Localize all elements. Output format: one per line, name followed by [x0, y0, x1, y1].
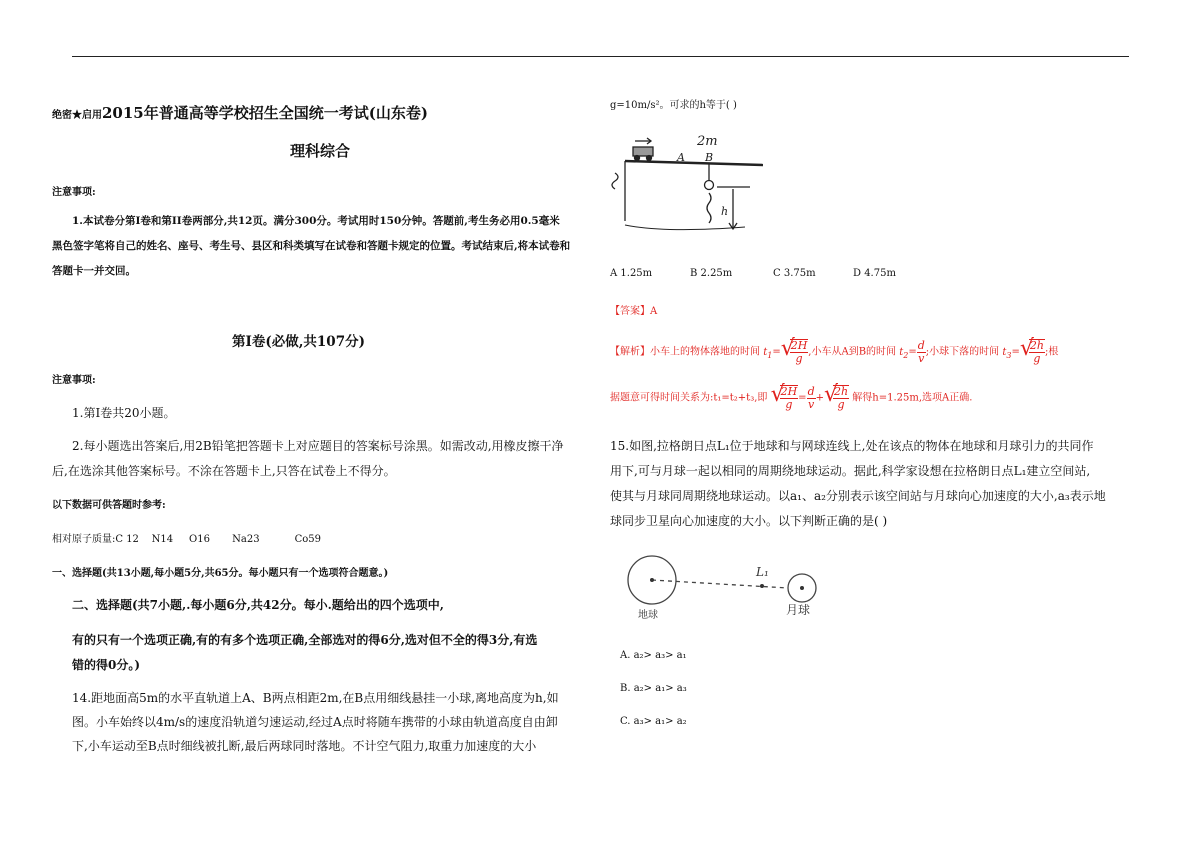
math-subscript: 2: [903, 350, 909, 360]
math-t: t: [899, 346, 904, 358]
l1-label: L₁: [756, 565, 769, 579]
exam-title-line: [52, 102, 428, 123]
frac-d-over-v: [917, 340, 926, 365]
frac-denominator: g: [795, 351, 803, 365]
moon-center: [800, 586, 804, 590]
cart-body: [633, 147, 653, 156]
section1-item-2-line2: 后,在选涂其他答案标号。不涂在答题卡上,只答在试卷上不得分。: [52, 464, 396, 478]
exam-title: 2015年普通高等学校招生全国统一考试(山东卷): [102, 104, 428, 122]
cart-wheel: [635, 156, 640, 161]
part2-heading-line1: 二、选择题(共7小题,.每小题6分,共42分。每小.题给出的四个选项中,: [72, 598, 444, 612]
sqrt-2h-over-g-small: √ $\frac{2h}{g}$: [1019, 336, 1044, 365]
part2-heading-line3: 错的得0分。): [72, 658, 141, 672]
ground: [625, 225, 745, 230]
notice-line-3: 答题卡一并交回。: [52, 265, 136, 277]
frac-numerator: 2H: [780, 384, 798, 398]
frac-numerator: 2H: [790, 338, 808, 352]
analysis-text-1: 小车上的物体落地的时间: [650, 346, 760, 358]
math-t: t: [763, 346, 768, 358]
frac-numerator: d: [807, 384, 815, 398]
q15-line-1: 15.如图,拉格朗日点L₁位于地球和与网球连线上,处在该点的物体在地球和月球引力的共同作: [610, 439, 1094, 453]
math-eq: =: [908, 346, 917, 358]
q14-analysis-line2: [610, 383, 972, 414]
notice-line-1: 1.本试卷分第I卷和第II卷两部分,共12页。满分300分。考试用时150分钟。答题前,考生务必用0.5毫米: [72, 215, 560, 227]
q14-continuation: g=10m/s²。可求的h等于( ): [610, 100, 737, 111]
math-subscript: 3: [1006, 350, 1012, 360]
frac-denominator: v: [807, 397, 815, 411]
math-subscript: 1: [767, 350, 773, 360]
q15-figure: [620, 548, 850, 628]
analysis-text-6: 解得h=1.25m,选项A正确.: [852, 392, 973, 404]
section1-item-2-line1: 2.每小题选出答案后,用2B铅笔把答题卡上对应题目的答案标号涂黑。如需改动,用橡皮擦干净: [72, 439, 564, 453]
cart-wheel: [647, 156, 652, 161]
analysis-tag: 【解析】: [610, 346, 650, 358]
analysis-text-2: ,小车从A到B的时间: [808, 346, 897, 358]
sqrt-2h-over-g-eq: √ $\frac{2H}{g}$: [770, 382, 798, 411]
moon-label: 月球: [786, 603, 811, 617]
q14-answer: 【答案】A: [610, 306, 658, 317]
frac-numerator: 2h: [834, 384, 849, 398]
height-marker-left: [612, 173, 618, 189]
frac-numerator: d: [917, 338, 925, 352]
height-curve: [707, 193, 711, 223]
l1-point: [760, 584, 764, 588]
atomic-mass-line: 相对原子质量:C 12 N14 O16 Na23 Co59: [52, 534, 321, 545]
q15-option-a: A. a₂> a₃> a₁: [620, 650, 687, 661]
frac-denominator: g: [837, 397, 845, 411]
point-a-label: A: [677, 151, 685, 164]
sqrt-2h-small-over-g-eq: √ $\frac{2h}{g}$: [824, 382, 849, 411]
analysis-text-5: 据题意可得时间关系为:t₁=t₂+t₃,即: [610, 392, 768, 404]
track: [625, 161, 763, 165]
sqrt-2h-over-g: √ $\frac{2H}{g}$: [780, 336, 808, 365]
frac-denominator: g: [785, 397, 793, 411]
q14-line-2: 图。小车始终以4m/s的速度沿轨道匀速运动,经过A点时将随车携带的小球由轨道高度自由卸: [72, 715, 558, 729]
q15-option-c: C. a₃> a₁> a₂: [620, 716, 687, 727]
math-eq: =: [772, 346, 781, 358]
part2-heading-line2: 有的只有一个选项正确,有的有多个选项正确,全部选对的得6分,选对但不全的得3分,有选: [72, 633, 538, 647]
q15-line-3: 使其与月球同周期绕地球运动。以a₁、a₂分别表示该空间站与月球向心加速度的大小,a₃表示地: [610, 489, 1106, 503]
point-b-label: B: [705, 151, 714, 164]
frac-d-over-v-eq: [807, 386, 816, 411]
section1-title: 第Ⅰ卷(必做,共107分): [232, 334, 365, 350]
hanging-ball: [705, 181, 714, 190]
math-eq: =: [798, 392, 807, 404]
q15-line-4: 球同步卫星向心加速度的大小。以下判断正确的是( ): [610, 514, 888, 528]
h-label: h: [721, 205, 729, 218]
analysis-text-4: ;根: [1044, 346, 1059, 358]
subject-title: 理科综合: [290, 142, 351, 160]
section1-item-1: 1.第Ⅰ卷共20小题。: [72, 406, 176, 420]
q14-analysis-line1: [610, 337, 1058, 371]
math-plus: +: [815, 392, 824, 404]
distance-label: 2m: [697, 134, 718, 149]
q14-option-d: D 4.75m: [853, 268, 896, 279]
frac-numerator: 2h: [1029, 338, 1044, 352]
reference-heading: 以下数据可供答题时参考:: [52, 500, 166, 511]
q15-line-2: 用下,可与月球一起以相同的周期绕地球运动。据此,科学家设想在拉格朗日点L₁建立空间站,: [610, 464, 1091, 478]
analysis-text-3: ;小球下落的时间: [925, 346, 1000, 358]
confidential-label: 绝密★启用: [52, 110, 102, 121]
earth-label: 地球: [638, 610, 658, 621]
header-rule: [72, 56, 1129, 57]
math-eq: =: [1011, 346, 1020, 358]
section1-notice-heading: 注意事项:: [52, 375, 96, 386]
math-t: t: [1002, 346, 1007, 358]
frac-denominator: g: [1033, 351, 1041, 365]
notice-line-2: 黑色签字笔将自己的姓名、座号、考生号、县区和科类填写在试卷和答题卡规定的位置。考试结束后,将本试卷和: [52, 240, 571, 252]
q14-line-3: 下,小车运动至B点时细线被扎断,最后两球同时落地。不计空气阻力,取重力加速度的大小: [72, 739, 537, 753]
earth-center: [650, 578, 654, 582]
notice-heading: 注意事项:: [52, 187, 96, 198]
earth-moon-line: [652, 580, 788, 588]
q14-line-1: 14.距地面高5m的水平直轨道上A、B两点相距2m,在B点用细线悬挂一小球,离地高度为h,如: [72, 691, 559, 705]
frac-denominator: v: [918, 351, 925, 365]
q14-option-b: B 2.25m: [690, 268, 733, 279]
q14-option-c: C 3.75m: [773, 268, 816, 279]
q14-option-a: A 1.25m: [610, 268, 653, 279]
q15-option-b: B. a₂> a₁> a₃: [620, 683, 687, 694]
part1-heading: 一、选择题(共13小题,每小题5分,共65分。每小题只有一个选项符合题意。): [52, 568, 389, 579]
q14-figure: [605, 125, 775, 240]
